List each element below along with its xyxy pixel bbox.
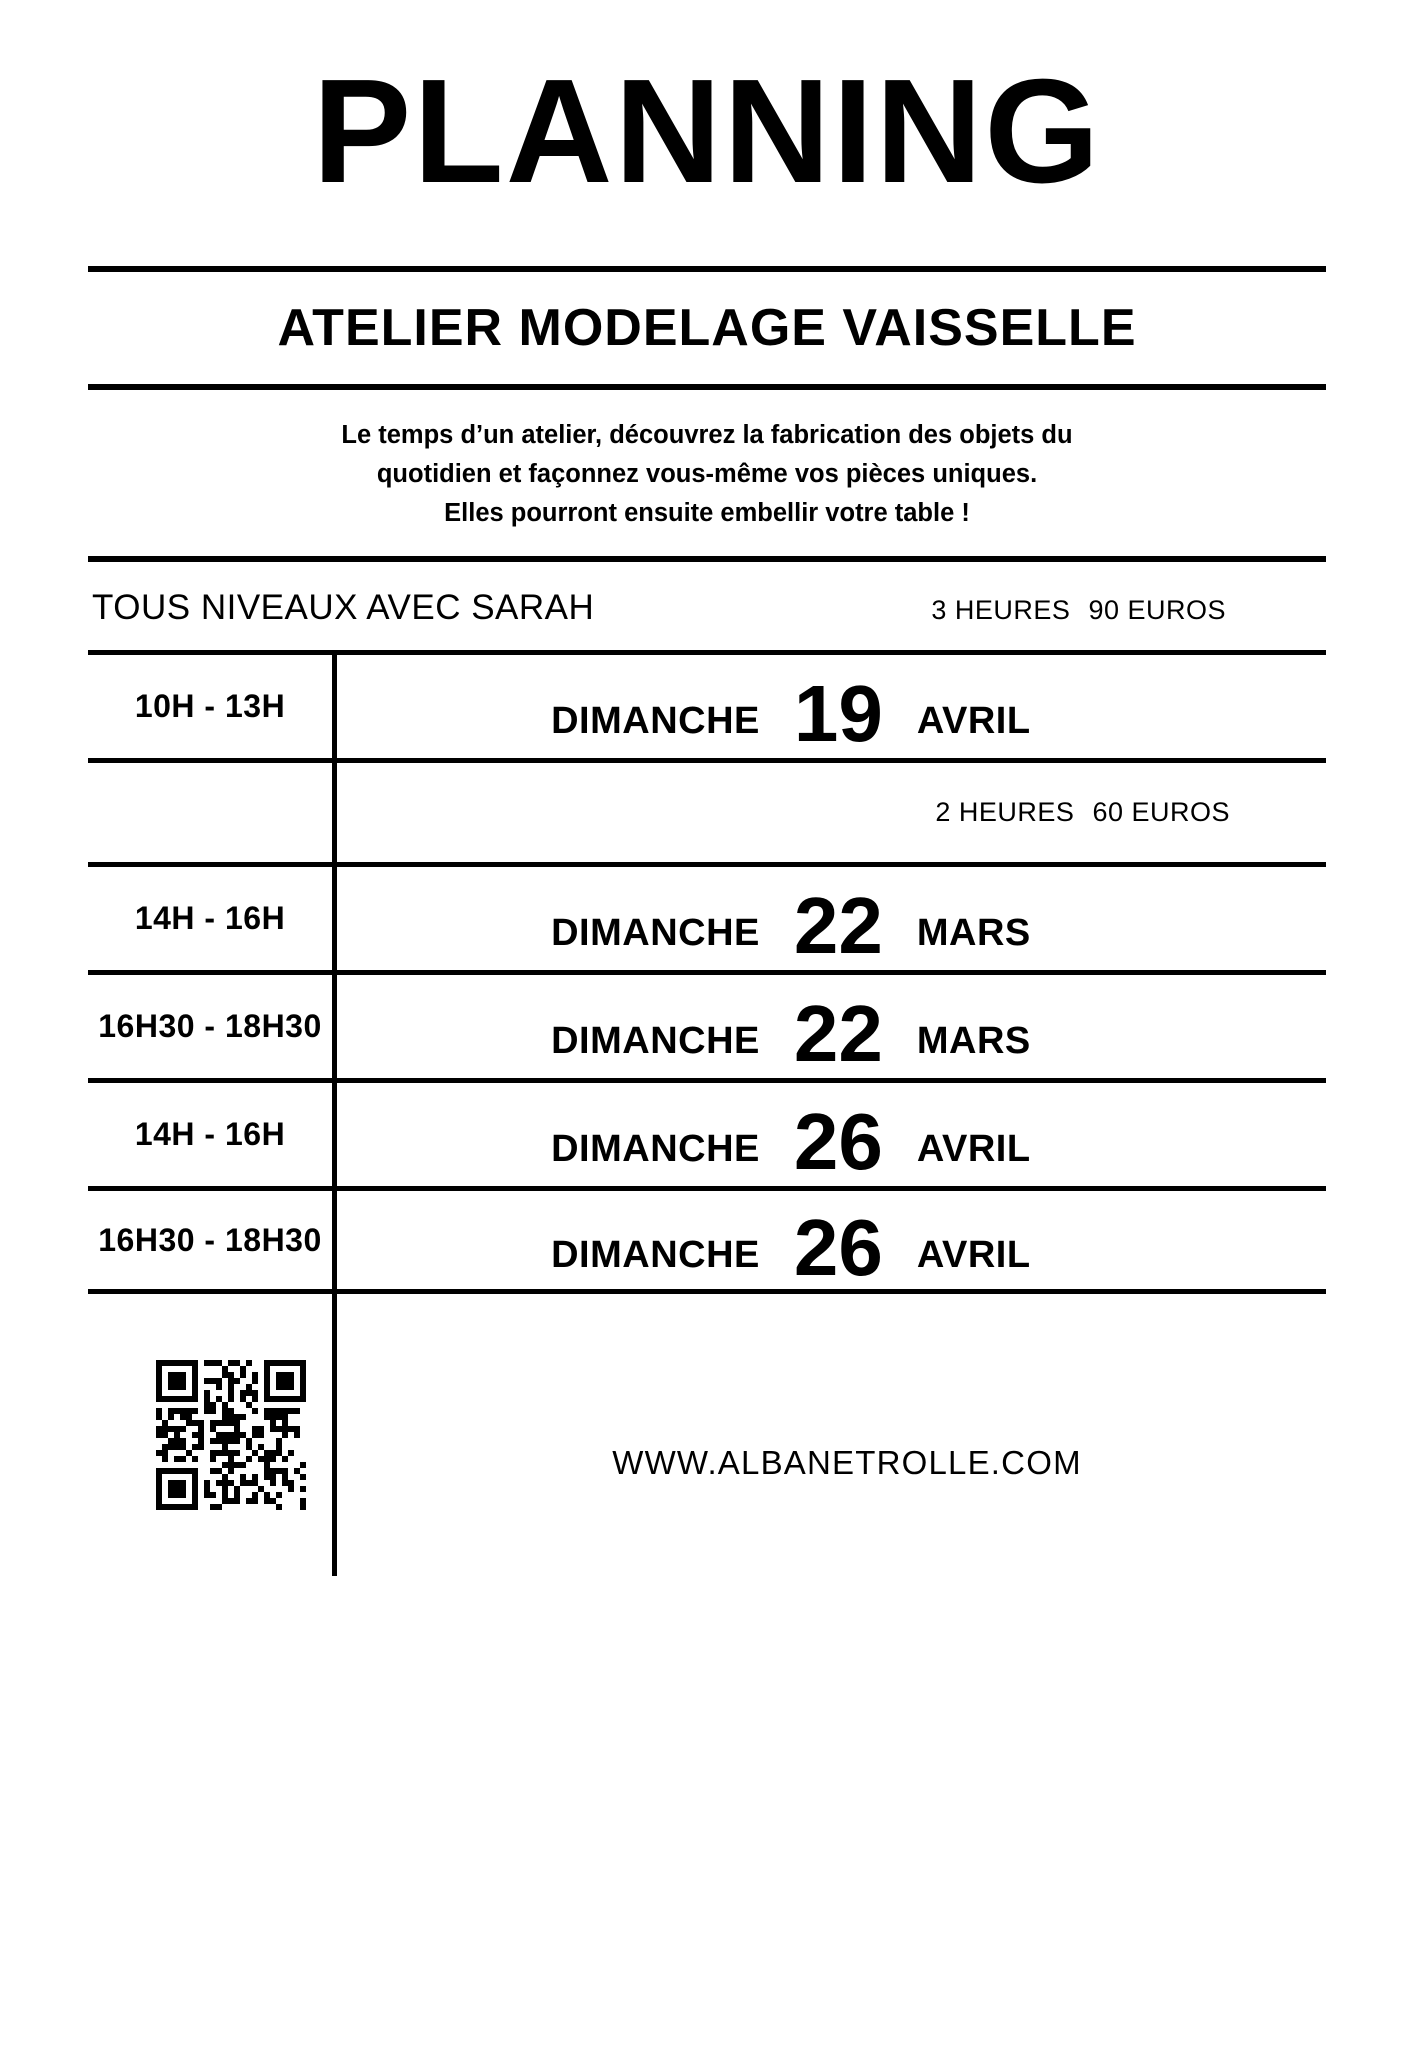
session-day: DIMANCHE <box>551 700 760 743</box>
table-row <box>88 862 1326 970</box>
divider-under-subtitle <box>88 384 1326 390</box>
poster-page <box>0 49 1414 2058</box>
session-day: DIMANCHE <box>551 1020 760 1063</box>
price-secondary-amount: 60 EUROS <box>1092 797 1230 828</box>
table-row <box>88 1078 1326 1186</box>
session-date <box>332 989 1326 1079</box>
session-time: 14H - 16H <box>134 1116 286 1153</box>
session-time: 10H - 13H <box>134 688 286 725</box>
poster-subtitle: ATELIER MODELAGE VAISSELLE <box>277 299 1137 357</box>
level-and-price-row <box>88 588 1326 628</box>
qr-code-icon <box>156 1360 306 1510</box>
session-month: AVRIL <box>916 1128 1031 1171</box>
footer-vertical-divider <box>332 1294 337 1576</box>
table-row <box>88 970 1326 1078</box>
session-daynumber: 26 <box>793 1202 883 1292</box>
session-day: DIMANCHE <box>551 912 760 955</box>
session-date <box>332 1202 1326 1292</box>
page-title: PLANNING <box>312 49 1102 214</box>
session-daynumber: 26 <box>793 1097 883 1187</box>
price-header-amount: 90 EUROS <box>1088 595 1226 626</box>
session-month: MARS <box>916 912 1031 955</box>
price-header-duration: 3 HEURES <box>931 595 1071 626</box>
table-row <box>88 1186 1326 1294</box>
table-vertical-divider <box>332 650 337 1294</box>
website-url: WWW.ALBANETROLLE.COM <box>612 1444 1082 1482</box>
session-daynumber: 19 <box>793 669 883 759</box>
description-line-1: Le temps d’un atelier, découvrez la fabrication des objets du <box>341 421 1073 449</box>
price-header <box>931 595 1322 626</box>
session-date <box>332 669 1326 759</box>
session-time: 16H30 - 18H30 <box>98 1008 322 1045</box>
price-secondary-duration: 2 HEURES <box>935 797 1075 828</box>
session-date <box>332 881 1326 971</box>
session-month: AVRIL <box>916 1233 1031 1276</box>
session-daynumber: 22 <box>793 989 883 1079</box>
level-label: TOUS NIVEAUX AVEC SARAH <box>92 588 595 628</box>
session-time: 14H - 16H <box>134 900 286 937</box>
session-date <box>332 1097 1326 1187</box>
session-time: 16H30 - 18H30 <box>98 1221 322 1258</box>
schedule-table <box>88 650 1326 1294</box>
divider-top <box>88 266 1326 272</box>
secondary-price-row <box>88 758 1326 862</box>
session-daynumber: 22 <box>793 881 883 971</box>
session-day: DIMANCHE <box>551 1233 760 1276</box>
poster-description <box>88 416 1326 532</box>
divider-under-description <box>88 556 1326 562</box>
description-line-2: quotidien et façonnez vous-même vos pièces uniques. <box>376 459 1038 488</box>
session-month: AVRIL <box>916 700 1031 743</box>
price-secondary <box>332 797 1326 828</box>
table-row <box>88 650 1326 758</box>
session-month: MARS <box>916 1020 1031 1063</box>
poster-footer <box>88 1294 1326 1624</box>
session-day: DIMANCHE <box>551 1128 760 1171</box>
description-line-3: Elles pourront ensuite embellir votre table ! <box>444 498 970 527</box>
